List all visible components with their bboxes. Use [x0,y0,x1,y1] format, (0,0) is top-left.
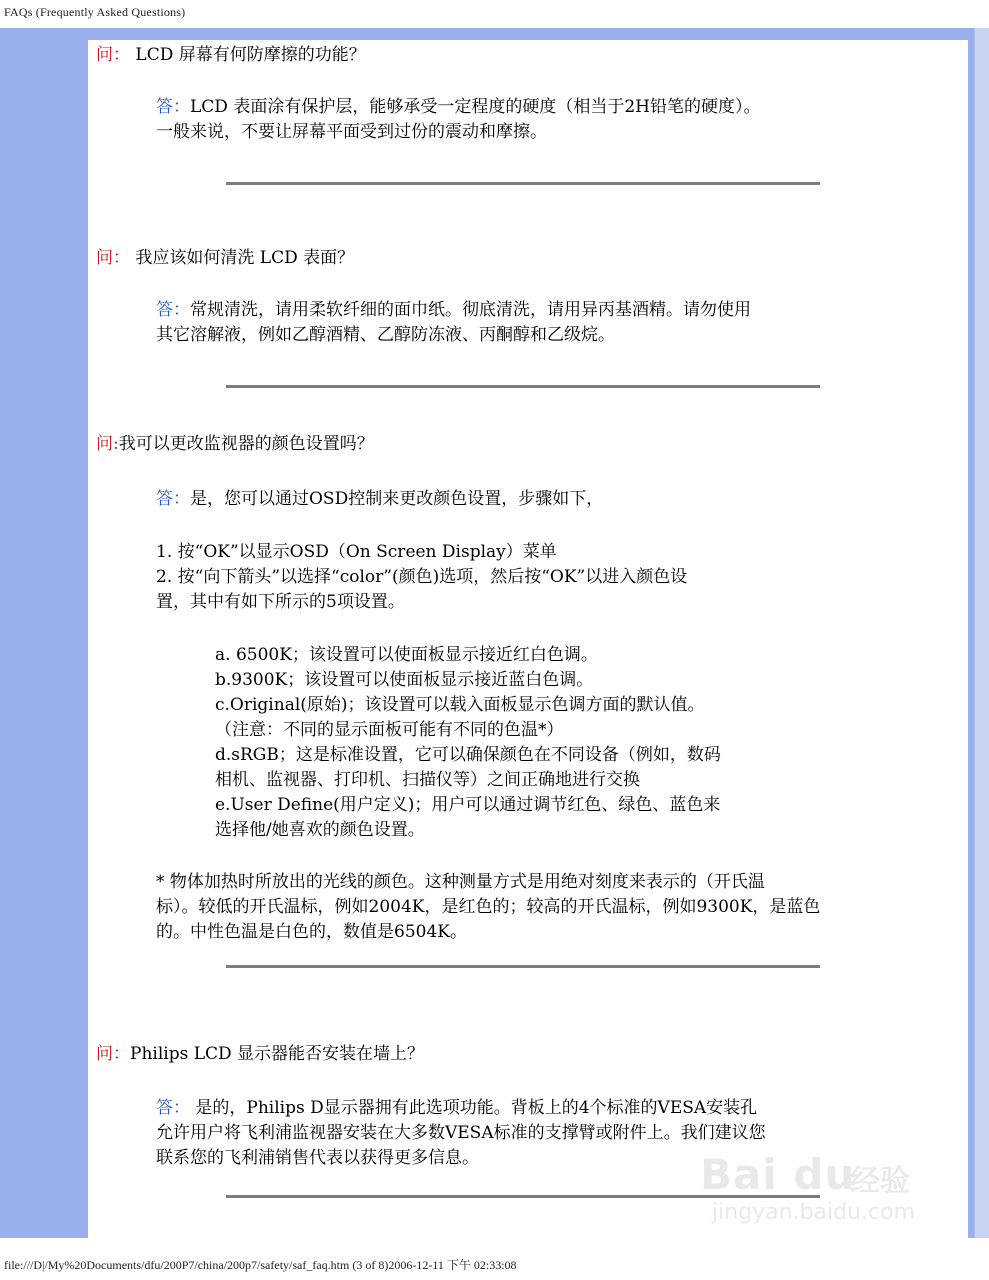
answer-label: 答： [156,489,190,509]
footnote-line: 标）。较低的开氏温标，例如2004K，是红色的；较高的开氏温标，例如9300K，是蓝色 [156,897,821,917]
answer-line: 是，您可以通过OSD控制来更改颜色设置，步骤如下， [190,489,604,509]
page-header-title: FAQs (Frequently Asked Questions) [4,5,186,19]
section-divider [226,385,820,388]
answer-line: 允许用户将飞利浦监视器安装在大多数VESA标准的支撑臂或附件上。我们建议您 [156,1123,766,1143]
question-label: 问： [96,45,130,65]
question-text: 我可以更改监视器的颜色设置吗？ [118,434,374,454]
question-text: LCD 屏幕有何防摩擦的功能？ [130,45,366,65]
option-line: a. 6500K；该设置可以使面板显示接近红白色调。 [215,645,598,665]
answer-label: 答： [156,1098,190,1118]
option-line: 选择他/她喜欢的颜色设置。 [215,820,425,840]
footnote-line: 的。中性色温是白色的，数值是6504K。 [156,922,467,942]
document-page [88,40,968,1238]
document-frame [0,28,989,1238]
step-line: 置，其中有如下所示的5项设置。 [156,592,405,612]
faq-question-2 [96,246,354,271]
page-footer-path: file:///D|/My%20Documents/dfu/200P7/china/200p7/safety/saf_faq.htm (3 of 8)2006-12-11 下午 02:33:08 [4,1258,517,1272]
color-options [215,643,721,843]
watermark-cn: 经验 [850,1164,910,1199]
faq-question-1 [96,43,366,68]
section-divider [226,182,820,185]
answer-label: 答： [156,300,190,320]
answer-line: LCD 表面涂有保护层，能够承受一定程度的硬度（相当于2H铅笔的硬度）。 [190,97,761,117]
option-line: 相机、监视器、打印机、扫描仪等）之间正确地进行交换 [215,770,640,790]
watermark-site: jingyan.baidu.com [712,1200,916,1225]
watermark-brand: Bai du [700,1150,856,1199]
faq-question-4 [96,1042,424,1067]
footnote-line: * 物体加热时所放出的光线的颜色。这种测量方式是用绝对刻度来表示的（开氏温 [156,872,765,892]
scrollbar-track[interactable] [974,28,989,1238]
footnote [156,870,820,945]
faq-answer-3 [156,487,603,512]
option-line: b.9300K；该设置可以使面板显示接近蓝白色调。 [215,670,594,690]
watermark-logo [700,1150,940,1240]
question-label: 问： [96,1044,130,1064]
option-line: （注意：不同的显示面板可能有不同的色温*） [215,720,564,740]
step-line: 2. 按“向下箭头”以选择“color”(颜色)选项，然后按“OK”以进入颜色设 [156,567,688,587]
question-text: 我应该如何清洗 LCD 表面？ [130,248,355,268]
option-line: c.Original(原始)；该设置可以载入面板显示色调方面的默认值。 [215,695,705,715]
answer-line: 是的，Philips D显示器拥有此选项功能。背板上的4个标准的VESA安装孔 [190,1098,758,1118]
section-divider [226,965,820,968]
question-label: 问： [96,248,130,268]
option-line: d.sRGB；这是标准设置，它可以确保颜色在不同设备（例如，数码 [215,745,721,765]
answer-line: 联系您的飞利浦销售代表以获得更多信息。 [156,1148,479,1168]
answer-line: 一般来说，不要让屏幕平面受到过份的震动和摩擦。 [156,122,547,142]
answer-line: 常规清洗，请用柔软纤细的面巾纸。彻底清洗，请用异丙基酒精。请勿使用 [190,300,751,320]
faq-answer-4 [156,1096,766,1171]
faq-question-3 [96,432,374,457]
question-text: Philips LCD 显示器能否安装在墙上？ [130,1044,425,1064]
faq-answer-1 [156,95,760,145]
option-line: e.User Define(用户定义)；用户可以通过调节红色、绿色、蓝色来 [215,795,721,815]
faq-answer-2 [156,298,751,348]
answer-label: 答： [156,97,190,117]
answer-line: 其它溶解液，例如乙醇酒精、乙醇防冻液、丙酮醇和乙级烷。 [156,325,615,345]
question-label: 问: [96,434,119,454]
step-line: 1. 按“OK”以显示OSD（On Screen Display）菜单 [156,542,557,562]
color-steps [156,540,687,615]
